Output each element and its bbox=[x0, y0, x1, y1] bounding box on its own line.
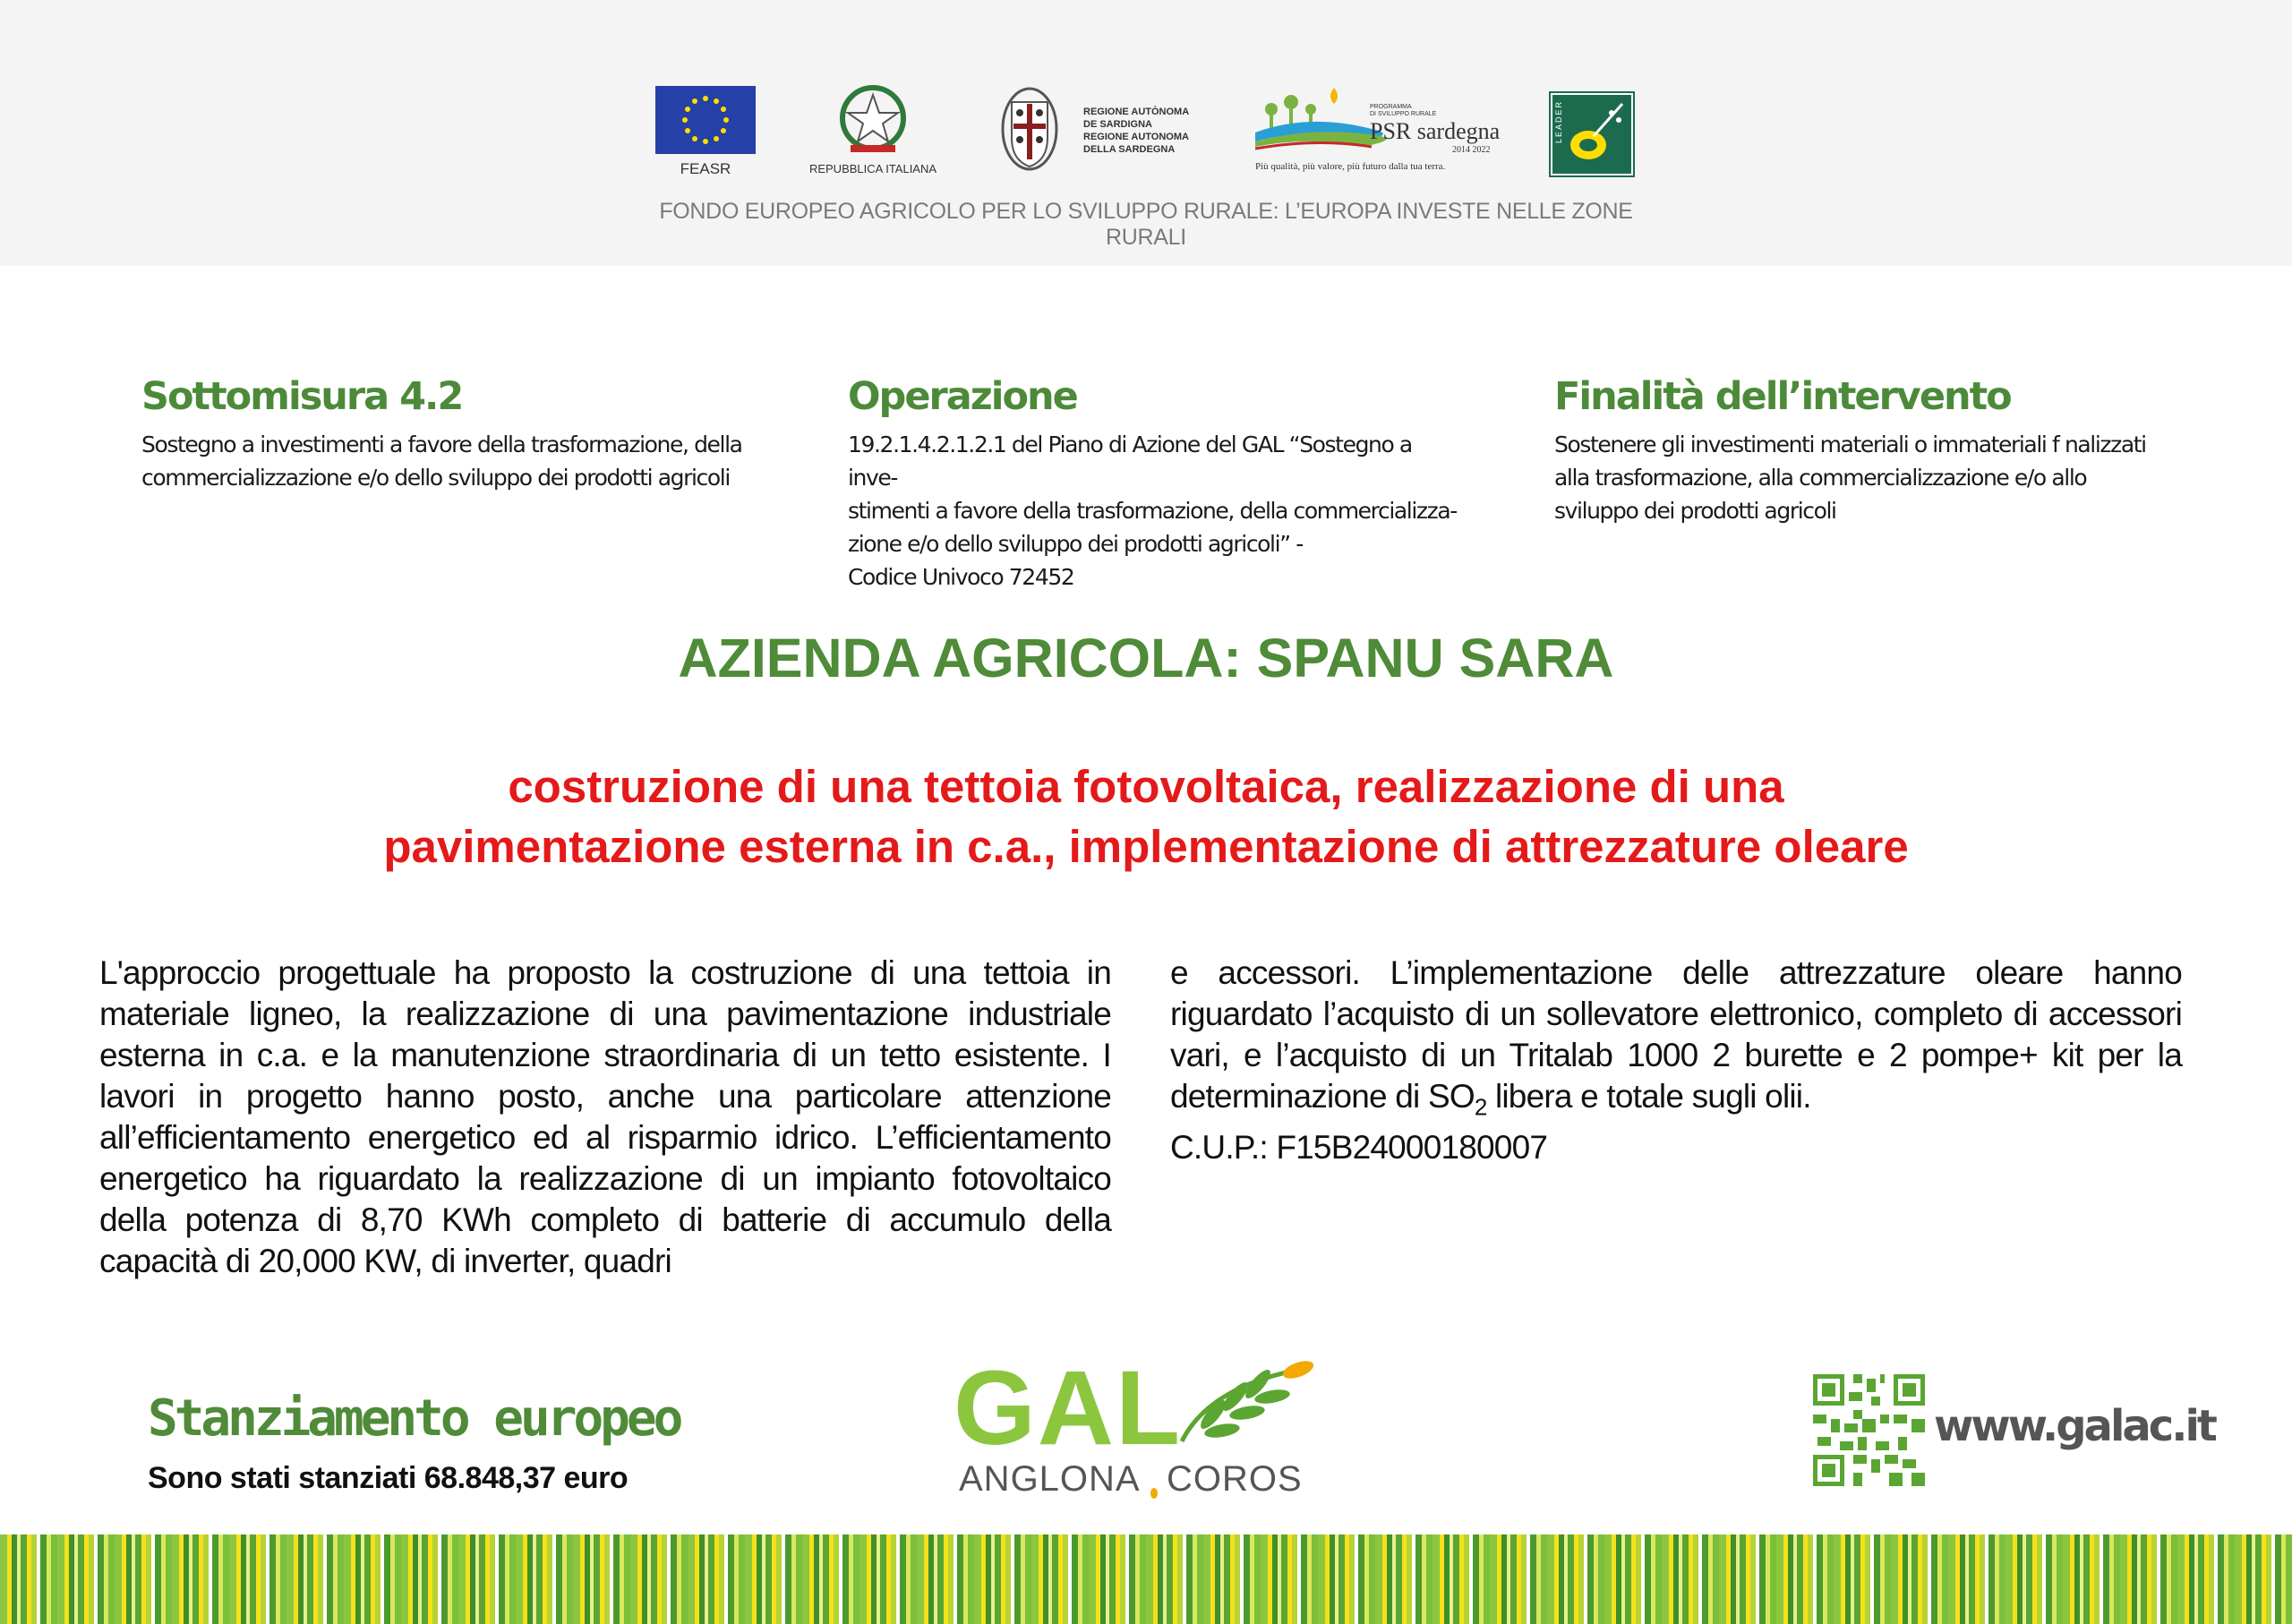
column-operazione bbox=[848, 374, 1457, 594]
subtitle-line: costruzione di una tettoia fotovoltaica, realizzazione di una bbox=[508, 761, 1784, 812]
body-right-part1: e accessori. L’implementazione delle attrezzature oleare hanno riguardato l’acquisto di un sollevatore elettronico, completo di accessori vari, e l’acquisto di un Tritalab 1000 2 burette e 2 pompe+ kit per la determinazione di SO bbox=[1170, 954, 2182, 1115]
column-line: sviluppo dei prodotti agricoli bbox=[1554, 498, 1836, 524]
psr-logo bbox=[1255, 82, 1515, 181]
column-finalita bbox=[1554, 374, 2163, 527]
psr-small bbox=[1370, 104, 1436, 118]
gal-word: GAL bbox=[954, 1349, 1183, 1467]
psr-small2: DI SVILUPPO RURALE bbox=[1370, 111, 1437, 117]
qr-code-icon bbox=[1813, 1374, 1925, 1486]
gal-coros: COROS bbox=[1167, 1459, 1303, 1499]
gal-anglona: ANGLONA bbox=[959, 1459, 1141, 1499]
regione-line1: REGIONE AUTÒNOMA bbox=[1083, 107, 1190, 117]
column-sottomisura bbox=[141, 374, 750, 494]
column-text bbox=[848, 428, 1457, 594]
project-subtitle bbox=[0, 756, 2292, 876]
psr-tagline: Più qualità, più valore, più futuro dalla tua terra. bbox=[1255, 161, 1446, 172]
column-line: Sostenere gli investimenti materiali o immateriali f nalizzati bbox=[1554, 432, 2146, 457]
body-right-text bbox=[1170, 953, 2182, 1127]
column-line: zione e/o dello sviluppo dei prodotti agricoli” - bbox=[848, 531, 1303, 557]
stanziamento-title: Stanziamento europeo bbox=[148, 1389, 680, 1448]
gal-logo bbox=[954, 1349, 1347, 1504]
leader-label: LEADER bbox=[1554, 100, 1563, 144]
column-line: Codice Univoco 72452 bbox=[848, 564, 1074, 590]
feasr-label: FEASR bbox=[680, 160, 731, 177]
regione-line3: REGIONE AUTONOMA bbox=[1083, 132, 1189, 142]
cup-code: C.U.P.: F15B24000180007 bbox=[1170, 1129, 1548, 1167]
body-left bbox=[99, 953, 1111, 1282]
psr-years: 2014 2022 bbox=[1452, 145, 1491, 155]
so2-subscript: 2 bbox=[1474, 1093, 1487, 1121]
logo-row bbox=[654, 82, 1638, 181]
column-line: alla trasformazione, alla commercializzazione e/o allo bbox=[1554, 465, 2087, 491]
leader-logo bbox=[1549, 91, 1635, 177]
psr-small1: PROGRAMMA bbox=[1370, 104, 1412, 110]
column-text bbox=[141, 428, 750, 494]
regione-line4: DELLA SARDEGNA bbox=[1083, 144, 1176, 155]
regione-line2: DE SARDIGNA bbox=[1083, 119, 1153, 130]
column-title: Sottomisura 4.2 bbox=[141, 374, 463, 419]
psr-name: PSR sardegna bbox=[1370, 118, 1501, 144]
body-right bbox=[1170, 953, 2182, 1168]
feasr-logo bbox=[655, 86, 756, 178]
column-line: 19.2.1.4.2.1.2.1 del Piano di Azione del GAL “Sostegno a inve- bbox=[848, 432, 1412, 491]
company-name: AZIENDA AGRICOLA: SPANU SARA bbox=[678, 628, 1614, 688]
column-title: Operazione bbox=[848, 374, 1077, 419]
column-line: stimenti a favore della trasformazione, della commercializza- bbox=[848, 498, 1457, 524]
subtitle-line: pavimentazione esterna in c.a., implementazione di attrezzature oleare bbox=[383, 821, 1909, 872]
regione-logo bbox=[998, 84, 1213, 174]
repubblica-label: REPUBBLICA ITALIANA bbox=[808, 162, 937, 175]
body-left-text: L'approccio progettuale ha proposto la costruzione di una tettoia in materiale ligneo, la realizzazione di una pavimentazione industriale esterna in c.a. e la manutenzione straordinaria di un tetto esistente. I lavori in progetto hanno posto, anche una particolare attenzione all’efficientamento energetico ed al risparmio idrico. L’efficientamento energetico ha riguardato la realizzazione di un impianto fotovoltaico della potenza di 8,70 KWh completo di batterie di accumulo della capacità di 20,000 KW, di inverter, quadri bbox=[99, 954, 1111, 1279]
body-right-part2: libera e totale sugli olii. bbox=[1486, 1078, 1811, 1115]
regione-text bbox=[1083, 106, 1189, 156]
column-title: Finalità dell’intervento bbox=[1554, 374, 2011, 419]
sardinia-crest-icon bbox=[998, 84, 1061, 174]
fund-text: FONDO EUROPEO AGRICOLO PER LO SVILUPPO RURALE: L’EUROPA INVESTE NELLE ZONE RURALI bbox=[659, 199, 1633, 250]
column-line: commercializzazione e/o dello sviluppo dei prodotti agricoli bbox=[141, 465, 730, 491]
website-link[interactable]: www.galac.it bbox=[1934, 1401, 2215, 1451]
stanziamento-text: Sono stati stanziati 68.848,37 euro bbox=[148, 1461, 629, 1495]
header-band bbox=[0, 0, 2292, 266]
column-text bbox=[1554, 428, 2163, 527]
stripe-band bbox=[0, 1534, 2292, 1624]
eu-flag-icon bbox=[655, 86, 756, 154]
repubblica-logo bbox=[806, 82, 940, 175]
italian-emblem-icon bbox=[806, 82, 940, 161]
column-line: Sostegno a investimenti a favore della trasformazione, della bbox=[141, 432, 742, 457]
